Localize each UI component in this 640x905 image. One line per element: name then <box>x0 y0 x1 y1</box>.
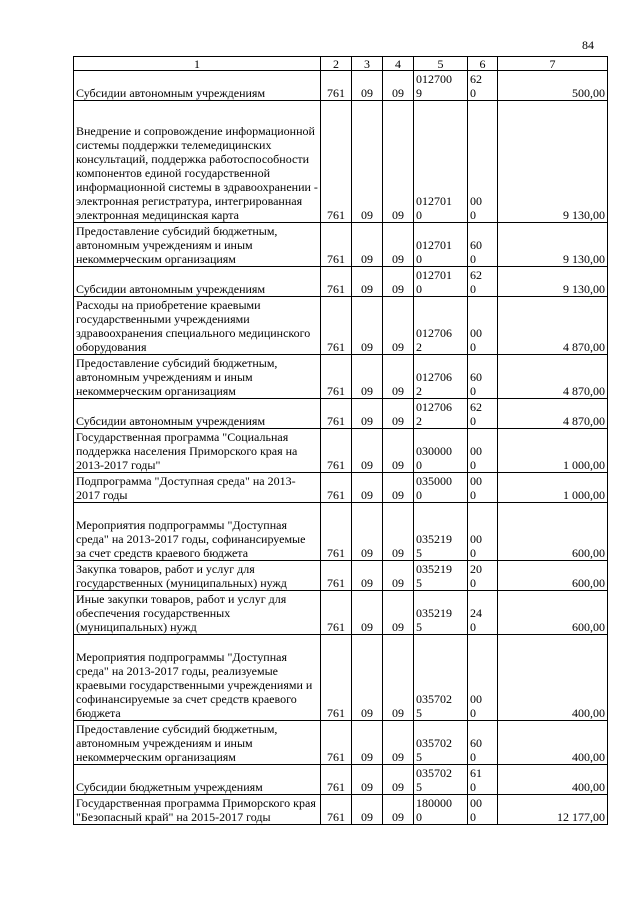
row-subsection: 09 <box>383 101 414 223</box>
table-row <box>74 561 608 591</box>
row-expense-type: 62 0 <box>468 267 498 297</box>
row-amount: 9 130,00 <box>498 223 608 267</box>
row-expense-type: 00 0 <box>468 795 498 825</box>
row-expense-type: 00 0 <box>468 429 498 473</box>
table-row <box>74 399 608 429</box>
row-subsection: 09 <box>383 223 414 267</box>
table-row <box>74 721 608 765</box>
row-name: Мероприятия подпрограммы "Доступная среда" на 2013-2017 годы, софинансируемые за счет средств краевого бюджета <box>74 503 321 561</box>
row-section: 09 <box>352 561 383 591</box>
row-name: Субсидии бюджетным учреждениям <box>74 765 321 795</box>
row-admin-code: 761 <box>321 721 352 765</box>
table-row <box>74 473 608 503</box>
row-expense-type: 00 0 <box>468 297 498 355</box>
row-section: 09 <box>352 355 383 399</box>
row-amount: 4 870,00 <box>498 355 608 399</box>
row-name: Подпрограмма "Доступная среда" на 2013-2017 годы <box>74 473 321 503</box>
header-row <box>74 57 608 71</box>
row-target-article: 035702 5 <box>414 721 468 765</box>
row-expense-type: 00 0 <box>468 101 498 223</box>
header-col-2: 2 <box>321 57 352 71</box>
table-row <box>74 765 608 795</box>
row-amount: 600,00 <box>498 561 608 591</box>
row-expense-type: 20 0 <box>468 561 498 591</box>
row-amount: 1 000,00 <box>498 473 608 503</box>
row-amount: 12 177,00 <box>498 795 608 825</box>
row-name: Расходы на приобретение краевыми государственными учреждениями здравоохранения специального медицинского оборудования <box>74 297 321 355</box>
row-subsection: 09 <box>383 721 414 765</box>
row-amount: 600,00 <box>498 503 608 561</box>
row-admin-code: 761 <box>321 297 352 355</box>
row-expense-type: 00 0 <box>468 635 498 721</box>
table-row <box>74 429 608 473</box>
header-col-1: 1 <box>74 57 321 71</box>
header-col-6: 6 <box>468 57 498 71</box>
row-target-article: 012706 2 <box>414 399 468 429</box>
row-section: 09 <box>352 429 383 473</box>
row-section: 09 <box>352 101 383 223</box>
row-target-article: 030000 0 <box>414 429 468 473</box>
page-number: 84 <box>582 38 594 52</box>
row-section: 09 <box>352 795 383 825</box>
row-expense-type: 24 0 <box>468 591 498 635</box>
row-admin-code: 761 <box>321 635 352 721</box>
row-amount: 400,00 <box>498 635 608 721</box>
row-section: 09 <box>352 71 383 101</box>
row-target-article: 035702 5 <box>414 635 468 721</box>
row-name: Мероприятия подпрограммы "Доступная среда" на 2013-2017 годы, реализуемые краевыми государственными учреждениями и софинансируемые за счет средств краевого бюджета <box>74 635 321 721</box>
row-admin-code: 761 <box>321 503 352 561</box>
row-section: 09 <box>352 223 383 267</box>
table-row <box>74 591 608 635</box>
row-section: 09 <box>352 473 383 503</box>
row-subsection: 09 <box>383 473 414 503</box>
row-admin-code: 761 <box>321 473 352 503</box>
row-name: Субсидии автономным учреждениям <box>74 71 321 101</box>
header-col-7: 7 <box>498 57 608 71</box>
row-name: Предоставление субсидий бюджетным, автономным учреждениям и иным некоммерческим организациям <box>74 223 321 267</box>
row-subsection: 09 <box>383 795 414 825</box>
row-admin-code: 761 <box>321 71 352 101</box>
row-name: Предоставление субсидий бюджетным, автономным учреждениям и иным некоммерческим организациям <box>74 355 321 399</box>
row-subsection: 09 <box>383 635 414 721</box>
row-subsection: 09 <box>383 561 414 591</box>
row-subsection: 09 <box>383 503 414 561</box>
row-admin-code: 761 <box>321 429 352 473</box>
row-admin-code: 761 <box>321 223 352 267</box>
row-subsection: 09 <box>383 399 414 429</box>
row-target-article: 012700 9 <box>414 71 468 101</box>
row-admin-code: 761 <box>321 101 352 223</box>
row-admin-code: 761 <box>321 399 352 429</box>
row-amount: 9 130,00 <box>498 101 608 223</box>
table-row <box>74 101 608 223</box>
row-target-article: 035219 5 <box>414 561 468 591</box>
row-target-article: 035219 5 <box>414 591 468 635</box>
row-name: Субсидии автономным учреждениям <box>74 399 321 429</box>
row-expense-type: 62 0 <box>468 71 498 101</box>
row-target-article: 012701 0 <box>414 101 468 223</box>
row-admin-code: 761 <box>321 765 352 795</box>
row-amount: 4 870,00 <box>498 399 608 429</box>
row-expense-type: 60 0 <box>468 223 498 267</box>
row-target-article: 035000 0 <box>414 473 468 503</box>
row-target-article: 012706 2 <box>414 297 468 355</box>
row-section: 09 <box>352 765 383 795</box>
row-section: 09 <box>352 503 383 561</box>
row-name: Предоставление субсидий бюджетным, автономным учреждениям и иным некоммерческим организациям <box>74 721 321 765</box>
header-col-3: 3 <box>352 57 383 71</box>
table-row <box>74 267 608 297</box>
row-target-article: 012706 2 <box>414 355 468 399</box>
row-expense-type: 00 0 <box>468 473 498 503</box>
row-subsection: 09 <box>383 765 414 795</box>
table-row <box>74 223 608 267</box>
table-row <box>74 297 608 355</box>
row-admin-code: 761 <box>321 795 352 825</box>
row-expense-type: 62 0 <box>468 399 498 429</box>
row-amount: 400,00 <box>498 721 608 765</box>
row-name: Государственная программа "Социальная поддержка населения Приморского края на 2013-2017 годы" <box>74 429 321 473</box>
row-target-article: 180000 0 <box>414 795 468 825</box>
row-section: 09 <box>352 399 383 429</box>
row-amount: 500,00 <box>498 71 608 101</box>
row-amount: 600,00 <box>498 591 608 635</box>
row-expense-type: 60 0 <box>468 355 498 399</box>
row-name: Государственная программа Приморского края "Безопасный край" на 2015-2017 годы <box>74 795 321 825</box>
row-admin-code: 761 <box>321 561 352 591</box>
row-section: 09 <box>352 267 383 297</box>
header-col-5: 5 <box>414 57 468 71</box>
row-target-article: 035219 5 <box>414 503 468 561</box>
row-target-article: 012701 0 <box>414 267 468 297</box>
row-amount: 9 130,00 <box>498 267 608 297</box>
row-admin-code: 761 <box>321 355 352 399</box>
row-section: 09 <box>352 591 383 635</box>
row-subsection: 09 <box>383 71 414 101</box>
row-subsection: 09 <box>383 267 414 297</box>
row-name: Внедрение и сопровождение информационной системы поддержки телемедицинских консультаций, поддержка работоспособности компонентов единой государственной информационной системы в здравоохранении - электронная регистратура, интегрированная электронная медицинская карта <box>74 101 321 223</box>
row-amount: 400,00 <box>498 765 608 795</box>
row-admin-code: 761 <box>321 591 352 635</box>
row-amount: 4 870,00 <box>498 297 608 355</box>
row-name: Закупка товаров, работ и услуг для государственных (муниципальных) нужд <box>74 561 321 591</box>
row-section: 09 <box>352 297 383 355</box>
table-row <box>74 71 608 101</box>
row-admin-code: 761 <box>321 267 352 297</box>
row-subsection: 09 <box>383 429 414 473</box>
row-expense-type: 61 0 <box>468 765 498 795</box>
row-target-article: 035702 5 <box>414 765 468 795</box>
table-row <box>74 503 608 561</box>
header-col-4: 4 <box>383 57 414 71</box>
row-section: 09 <box>352 635 383 721</box>
row-expense-type: 00 0 <box>468 503 498 561</box>
table-row <box>74 795 608 825</box>
budget-table <box>73 56 608 825</box>
row-subsection: 09 <box>383 355 414 399</box>
row-subsection: 09 <box>383 591 414 635</box>
row-subsection: 09 <box>383 297 414 355</box>
row-amount: 1 000,00 <box>498 429 608 473</box>
row-target-article: 012701 0 <box>414 223 468 267</box>
row-section: 09 <box>352 721 383 765</box>
table-row <box>74 635 608 721</box>
row-expense-type: 60 0 <box>468 721 498 765</box>
row-name: Субсидии автономным учреждениям <box>74 267 321 297</box>
row-name: Иные закупки товаров, работ и услуг для обеспечения государственных (муниципальных) нужд <box>74 591 321 635</box>
table-row <box>74 355 608 399</box>
